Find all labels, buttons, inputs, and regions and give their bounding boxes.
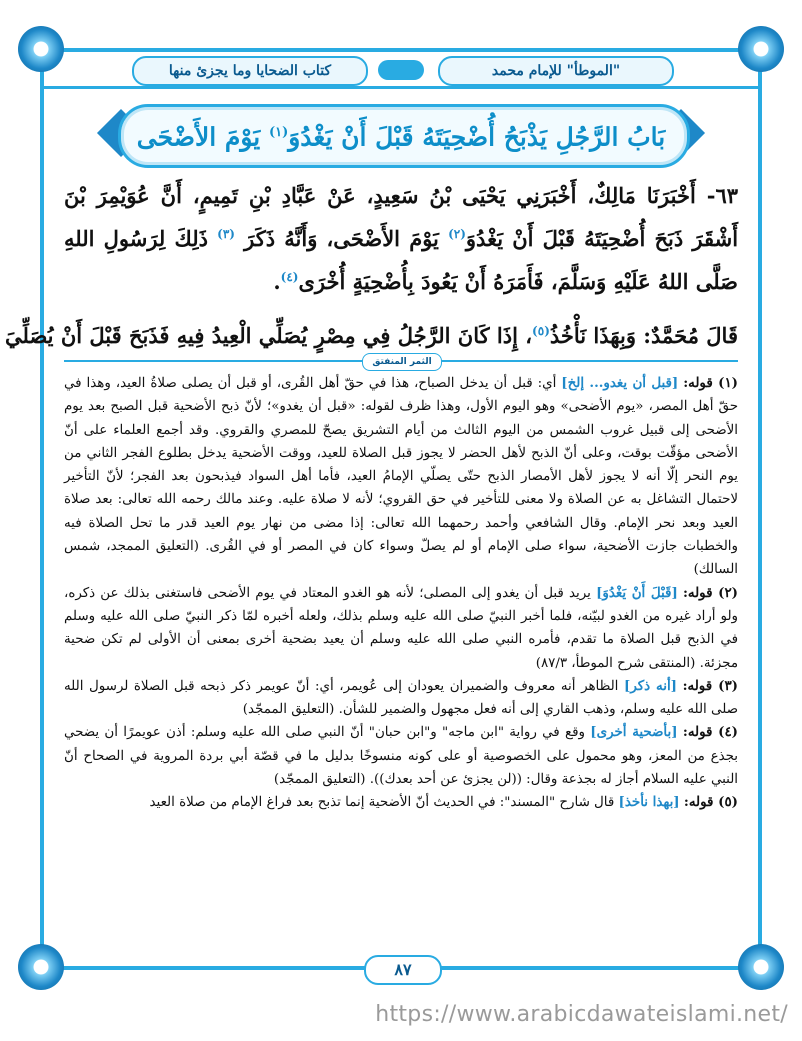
- chapter-title-text: بَابُ الرَّجُلِ يَذْبَحُ أُضْحِيَتَهُ قَبْلَ أَنْ يَغْدُوَ: [288, 122, 666, 152]
- footnote-head: (٣) قوله:: [682, 677, 738, 694]
- corner-ornament-icon: [18, 944, 64, 990]
- footnote-keyword: [بأضحية أخرى]: [590, 724, 678, 741]
- footnote-ref: (٣): [217, 227, 235, 241]
- footnotes: [64, 372, 738, 815]
- hadith-text: ٦٣- أَخْبَرَنَا مَالِكٌ، أَخْبَرَنِي يَحْيَى بْنُ سَعِيدٍ، عَنْ عَبَّادِ بْنِ تَمِيمٍ، أَنَّ عُوَيْمِرَ بْنَ أَشْقَرَ ذَبَحَ أُضْحِيَتَهُ قَبْلَ أَنْ يَغْدُوَ: [64, 183, 739, 251]
- hadith-text: ذَلِكَ لِرَسُولِ اللهِ صَلَّى اللهُ عَلَيْهِ وَسَلَّمَ، فَأَمَرَهُ أَنْ يَعُودَ بِأُضْحِيَةٍ أُخْرَى: [64, 226, 738, 294]
- frame-left-border: [40, 48, 44, 968]
- header-chapter-title: كتاب الضحايا وما يجزئ منها: [132, 56, 368, 86]
- footnote-section-label: الثمر المنفتق: [362, 353, 442, 371]
- commentary-text: ، إِذَا كَانَ الرَّجُلُ فِي مِصْرٍ يُصَلِّي الْعِيدُ فِيهِ فَذَبَحَ قَبْلَ أَنْ يُصَلِّيَ: [5, 323, 533, 348]
- frame-top-border: [40, 48, 762, 52]
- footnote-text: أي: قبل أن يدخل الصباح، هذا في حقّ أهل القُرى، أو قبل أن يصلى صلاةُ العيد، وهذا في حقّ أهل المصر، «يوم الأضحى» وهو اليوم الأول، وهذا ظرف لقوله: «قبل أن يغدو»؛ لأنّ ذبح الأضحية قبل الصبح بعد يوم الأضحى إلى قبيل غروب الشمس من اليوم الثالث من أيام التشريق يصحّ للمصري والقروي. وقد أجمع العلماء على أنّ الأضحى مؤقّت بوقت، وعلى أنّ الذبح لأهل الحضر لا يجوز قبل الصلاة للعيد، ووقت الأضحية يدخل بطلوع الفجر الثاني من يوم النحر إلّا أنه لا يجوز لأهل الأمصار الذبح حتّى يصلّي الإمامُ العيد، فأما أهل السواد فيذبحون بعد الفجر؛ لأنّ التأخير لاحتمال التشاغل به عن الصلاة ولا معنى للتأخير في حق القروي؛ لأنه لا صلاة عليه. وعند مالك رحمه الله تعالى: بعد صلاة العيد وبعد نحر الإمام. وقال الشافعي وأحمد رحمهما الله تعالى: إذا مضى من نهار يوم العيد قدر ما تحل الصلاة فيه والخطبات جازت الأضحية، سواء صلى الإمام أو لم يصلّ وسواء كان في المصر أو في القُرى. (التعليق الممجد، شمس السالك): [64, 376, 738, 578]
- footnote-item: [64, 582, 738, 675]
- footnote-head: (١) قوله:: [683, 375, 738, 391]
- footnote-text: قال شارح "المسند": في الحديث أنّ الأضحية إنما تذبح بعد فراغ الإمام من صلاة العيد: [149, 795, 615, 811]
- footnote-item: [64, 372, 738, 582]
- footnote-ref: (٤): [280, 270, 299, 284]
- header-book-title: "الموطأ" للإمام محمد: [438, 56, 674, 86]
- footnote-keyword: [قبل أن يغدو... إلخ]: [561, 375, 679, 391]
- corner-ornament-icon: [738, 26, 784, 72]
- hadith-paragraph: [64, 176, 738, 301]
- footnote-keyword: [قَبْلَ أَنْ يَغْدُوَ]: [596, 584, 678, 601]
- footnote-ref: (١): [268, 125, 289, 140]
- watermark-url: https://www.arabicdawateislami.net/: [375, 1002, 788, 1027]
- footnote-item: [64, 675, 738, 722]
- chapter-title: [136, 110, 666, 156]
- footnote-ref: (٢): [448, 227, 466, 241]
- hadith-text-end: .: [273, 269, 281, 294]
- commentary-paragraph: [5, 312, 738, 352]
- commentary-text: قَالَ مُحَمَّدٌ: وَبِهَذَا نَأْخُذُ: [549, 323, 738, 348]
- footnote-item: [64, 791, 738, 814]
- chapter-title-end: يَوْمَ الأَضْحَى: [136, 122, 261, 152]
- frame-header-underline: [40, 86, 762, 89]
- corner-ornament-icon: [738, 944, 784, 990]
- footnote-item: [64, 721, 738, 791]
- footnote-ref: (٥): [532, 324, 550, 338]
- corner-ornament-icon: [18, 26, 64, 72]
- footnote-head: (٢) قوله:: [682, 584, 738, 601]
- frame-right-border: [758, 48, 762, 968]
- header-center-ornament-icon: [378, 60, 424, 80]
- footnote-head: (٤) قوله:: [682, 724, 738, 741]
- footnote-text: وقع في رواية "ابن ماجه" و"ابن حبان" أنّ النبي صلى الله عليه وسلم: أذن عويمرًا أن يضحي بجذع من المعز، وهو محمول على الخصوصية أو على كونه منسوخًا بدليل ما في قصّة أبي بردة المروية في الصحاح أنّ النبي عليه السلام أجاز له بجذعة وقال: ((لن يجزئ عن أحد بعدك)). (التعليق الممجّد): [64, 725, 738, 788]
- footnote-text: الظاهر أنه معروف والضميران يعودان إلى عُويمر، أي: أنّ عويمر ذكر ذبحه قبل الصلاة لرسول الله صلى الله عليه وسلم، وذهب القاري إلى أنه فعل مجهول والضمير للشأن. (التعليق الممجّد): [64, 678, 738, 718]
- footnote-keyword: [بهذا نأخذ]: [618, 794, 680, 811]
- footnote-keyword: [أنه ذكر]: [623, 677, 677, 694]
- footnote-head: (٥) قوله:: [683, 794, 738, 811]
- footnote-text: يريد قبل أن يغدو إلى المصلى؛ لأنه هو الغدو المعتاد في يوم الأضحى فاستغنى بذلك عن ذكره، ولو أراد غيره من الغدو لبيّنه، فلما أخبر النبيّ صلى الله عليه وسلم بذلك، ولعله أخبره لمّا ذكر النبيّ صلى الله عليه وسلم في الذبح قبل الصلاة ما تقدم، فأمره النبي صلى الله عليه وسلم أن يعيد بضحية أخرى بمعنى أن الأولى لم تكن ضحية مجزئة. (المنتقى شرح الموطأ، ٨٧/٣): [64, 585, 738, 671]
- page-number: ٨٧: [364, 955, 442, 985]
- hadith-text: يَوْمَ الأَضْحَى، وَأَنَّهُ ذَكَرَ: [244, 226, 439, 251]
